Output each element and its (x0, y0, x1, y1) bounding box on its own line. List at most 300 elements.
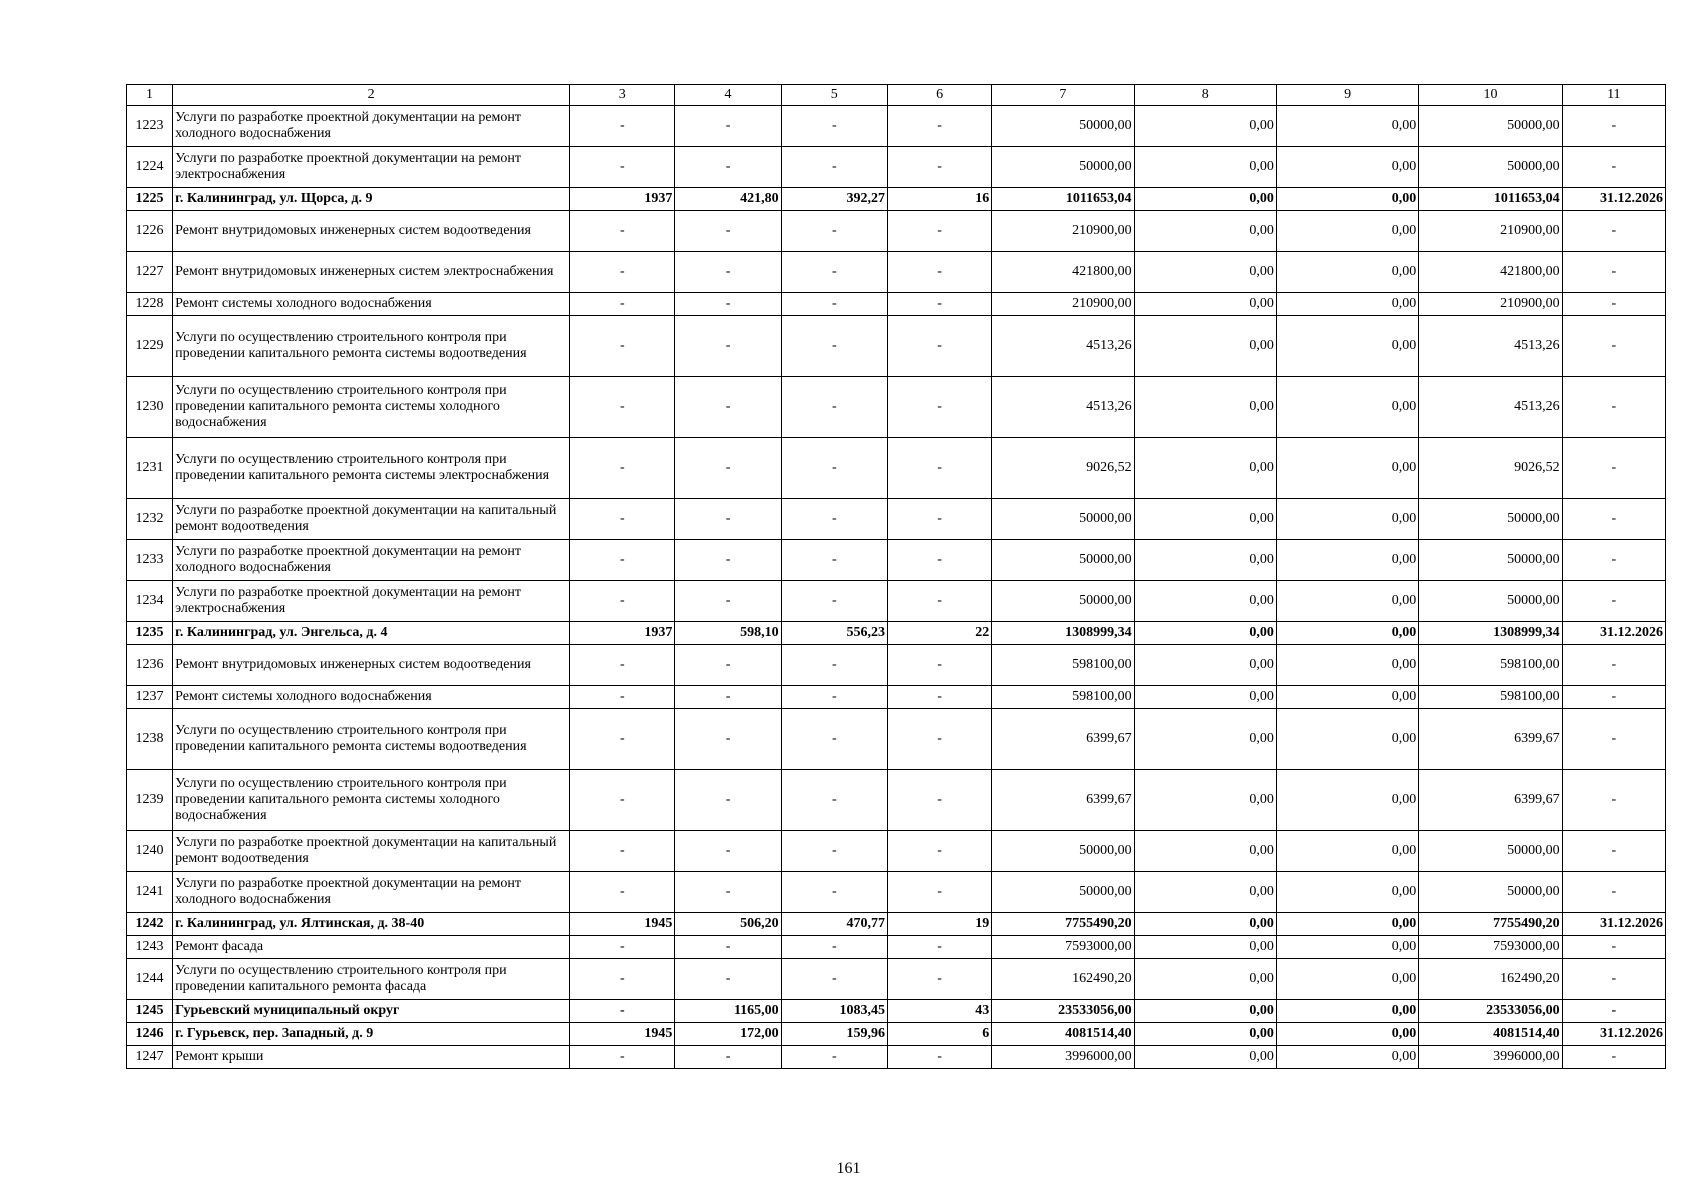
col8-cell: 0,00 (1134, 188, 1276, 211)
col8-cell: 0,00 (1134, 581, 1276, 622)
row-number-cell: 1226 (127, 211, 173, 252)
col7-cell: 210900,00 (992, 211, 1134, 252)
col8-cell: 0,00 (1134, 622, 1276, 645)
col10-cell: 23533056,00 (1419, 1000, 1562, 1023)
col6-cell: - (887, 959, 991, 1000)
col4-cell: - (675, 770, 781, 831)
col5-cell: 392,27 (781, 188, 887, 211)
col6-cell: - (887, 147, 991, 188)
col3-cell: - (570, 540, 675, 581)
col9-cell: 0,00 (1276, 581, 1418, 622)
col3-cell: - (570, 252, 675, 293)
row-number-cell: 1229 (127, 316, 173, 377)
column-header: 5 (781, 85, 887, 106)
col3-cell: - (570, 770, 675, 831)
col8-cell: 0,00 (1134, 1000, 1276, 1023)
col10-cell: 421800,00 (1419, 252, 1562, 293)
col4-cell: - (675, 645, 781, 686)
col4-cell: - (675, 316, 781, 377)
col3-cell: - (570, 1046, 675, 1069)
row-number-cell: 1239 (127, 770, 173, 831)
col9-cell: 0,00 (1276, 106, 1418, 147)
row-name-cell: Услуги по разработке проектной документации на ремонт холодного водоснабжения (173, 872, 570, 913)
col5-cell: - (781, 645, 887, 686)
col6-cell: - (887, 709, 991, 770)
row-name-cell: Ремонт внутридомовых инженерных систем водоотведения (173, 645, 570, 686)
col9-cell: 0,00 (1276, 211, 1418, 252)
col8-cell: 0,00 (1134, 316, 1276, 377)
col8-cell: 0,00 (1134, 252, 1276, 293)
col11-cell: 31.12.2026 (1562, 913, 1665, 936)
col10-cell: 50000,00 (1419, 581, 1562, 622)
col6-cell: - (887, 540, 991, 581)
col4-cell: - (675, 211, 781, 252)
data-table (126, 84, 1666, 1069)
col3-cell: - (570, 377, 675, 438)
col3-cell: - (570, 499, 675, 540)
col3-cell: - (570, 709, 675, 770)
col7-cell: 9026,52 (992, 438, 1134, 499)
col7-cell: 50000,00 (992, 540, 1134, 581)
col9-cell: 0,00 (1276, 293, 1418, 316)
col8-cell: 0,00 (1134, 540, 1276, 581)
col6-cell: - (887, 438, 991, 499)
table-row (127, 959, 1666, 1000)
col11-cell: - (1562, 959, 1665, 1000)
col5-cell: - (781, 211, 887, 252)
col6-cell: 19 (887, 913, 991, 936)
col5-cell: - (781, 377, 887, 438)
col3-cell: - (570, 936, 675, 959)
col5-cell: - (781, 959, 887, 1000)
column-header: 6 (887, 85, 991, 106)
table-row (127, 147, 1666, 188)
col9-cell: 0,00 (1276, 316, 1418, 377)
col6-cell: - (887, 377, 991, 438)
col5-cell: - (781, 147, 887, 188)
row-number-cell: 1227 (127, 252, 173, 293)
col10-cell: 1308999,34 (1419, 622, 1562, 645)
col4-cell: 506,20 (675, 913, 781, 936)
row-number-cell: 1246 (127, 1023, 173, 1046)
col11-cell: - (1562, 686, 1665, 709)
col9-cell: 0,00 (1276, 377, 1418, 438)
row-number-cell: 1241 (127, 872, 173, 913)
col8-cell: 0,00 (1134, 686, 1276, 709)
col11-cell: - (1562, 293, 1665, 316)
col3-cell: 1937 (570, 188, 675, 211)
col3-cell: 1945 (570, 913, 675, 936)
col5-cell: - (781, 540, 887, 581)
col6-cell: - (887, 293, 991, 316)
row-number-cell: 1224 (127, 147, 173, 188)
col4-cell: - (675, 540, 781, 581)
col5-cell: - (781, 686, 887, 709)
col11-cell: - (1562, 499, 1665, 540)
col5-cell: 159,96 (781, 1023, 887, 1046)
col10-cell: 4513,26 (1419, 377, 1562, 438)
col5-cell: - (781, 499, 887, 540)
column-header: 7 (992, 85, 1134, 106)
table-row (127, 936, 1666, 959)
col7-cell: 1011653,04 (992, 188, 1134, 211)
table-row (127, 106, 1666, 147)
col3-cell: - (570, 959, 675, 1000)
col10-cell: 6399,67 (1419, 770, 1562, 831)
col8-cell: 0,00 (1134, 770, 1276, 831)
col10-cell: 598100,00 (1419, 645, 1562, 686)
col5-cell: - (781, 438, 887, 499)
column-header: 9 (1276, 85, 1418, 106)
col4-cell: 598,10 (675, 622, 781, 645)
col4-cell: - (675, 252, 781, 293)
col11-cell: - (1562, 872, 1665, 913)
col11-cell: - (1562, 1000, 1665, 1023)
col8-cell: 0,00 (1134, 913, 1276, 936)
col5-cell: - (781, 316, 887, 377)
row-number-cell: 1243 (127, 936, 173, 959)
col4-cell: - (675, 686, 781, 709)
row-number-cell: 1230 (127, 377, 173, 438)
col9-cell: 0,00 (1276, 438, 1418, 499)
table-row (127, 831, 1666, 872)
col10-cell: 3996000,00 (1419, 1046, 1562, 1069)
col4-cell: - (675, 377, 781, 438)
table-row (127, 872, 1666, 913)
col6-cell: - (887, 252, 991, 293)
col6-cell: - (887, 581, 991, 622)
table-row (127, 252, 1666, 293)
row-number-cell: 1233 (127, 540, 173, 581)
col11-cell: - (1562, 581, 1665, 622)
col6-cell: 16 (887, 188, 991, 211)
col7-cell: 50000,00 (992, 499, 1134, 540)
col6-cell: - (887, 316, 991, 377)
col10-cell: 210900,00 (1419, 293, 1562, 316)
table-row (127, 377, 1666, 438)
col5-cell: - (781, 770, 887, 831)
column-header: 2 (173, 85, 570, 106)
row-name-cell: г. Калининград, ул. Энгельса, д. 4 (173, 622, 570, 645)
col8-cell: 0,00 (1134, 1023, 1276, 1046)
col3-cell: - (570, 581, 675, 622)
col7-cell: 7593000,00 (992, 936, 1134, 959)
table-row (127, 709, 1666, 770)
row-number-cell: 1245 (127, 1000, 173, 1023)
col7-cell: 50000,00 (992, 872, 1134, 913)
col5-cell: - (781, 581, 887, 622)
col8-cell: 0,00 (1134, 959, 1276, 1000)
row-name-cell: Гурьевский муниципальный округ (173, 1000, 570, 1023)
col4-cell: - (675, 709, 781, 770)
col10-cell: 4081514,40 (1419, 1023, 1562, 1046)
col4-cell: 172,00 (675, 1023, 781, 1046)
col10-cell: 7755490,20 (1419, 913, 1562, 936)
col4-cell: - (675, 293, 781, 316)
col9-cell: 0,00 (1276, 709, 1418, 770)
col3-cell: - (570, 211, 675, 252)
table-row (127, 293, 1666, 316)
row-number-cell: 1247 (127, 1046, 173, 1069)
col10-cell: 210900,00 (1419, 211, 1562, 252)
row-number-cell: 1244 (127, 959, 173, 1000)
col7-cell: 23533056,00 (992, 1000, 1134, 1023)
row-name-cell: Ремонт крыши (173, 1046, 570, 1069)
table-row (127, 622, 1666, 645)
col10-cell: 7593000,00 (1419, 936, 1562, 959)
table-row (127, 1046, 1666, 1069)
row-name-cell: Ремонт системы холодного водоснабжения (173, 293, 570, 316)
row-number-cell: 1238 (127, 709, 173, 770)
col3-cell: - (570, 316, 675, 377)
col11-cell: - (1562, 438, 1665, 499)
column-header: 1 (127, 85, 173, 106)
col8-cell: 0,00 (1134, 831, 1276, 872)
col3-cell: 1937 (570, 622, 675, 645)
row-name-cell: Ремонт внутридомовых инженерных систем водоотведения (173, 211, 570, 252)
col5-cell: - (781, 252, 887, 293)
col3-cell: - (570, 686, 675, 709)
col5-cell: - (781, 831, 887, 872)
row-number-cell: 1234 (127, 581, 173, 622)
col7-cell: 50000,00 (992, 831, 1134, 872)
col9-cell: 0,00 (1276, 645, 1418, 686)
col5-cell: 1083,45 (781, 1000, 887, 1023)
col4-cell: - (675, 1046, 781, 1069)
column-header: 10 (1419, 85, 1562, 106)
row-name-cell: Услуги по разработке проектной документации на ремонт электроснабжения (173, 581, 570, 622)
col8-cell: 0,00 (1134, 438, 1276, 499)
table-row (127, 188, 1666, 211)
col8-cell: 0,00 (1134, 499, 1276, 540)
col8-cell: 0,00 (1134, 936, 1276, 959)
col4-cell: - (675, 936, 781, 959)
col5-cell: 556,23 (781, 622, 887, 645)
table-row (127, 438, 1666, 499)
col8-cell: 0,00 (1134, 1046, 1276, 1069)
col5-cell: - (781, 1046, 887, 1069)
row-number-cell: 1232 (127, 499, 173, 540)
page-number: 161 (836, 1160, 861, 1177)
table-body (127, 106, 1666, 1069)
col11-cell: - (1562, 709, 1665, 770)
col8-cell: 0,00 (1134, 106, 1276, 147)
col8-cell: 0,00 (1134, 293, 1276, 316)
col3-cell: - (570, 106, 675, 147)
col3-cell: 1945 (570, 1023, 675, 1046)
col7-cell: 421800,00 (992, 252, 1134, 293)
col11-cell: - (1562, 936, 1665, 959)
col10-cell: 50000,00 (1419, 147, 1562, 188)
col9-cell: 0,00 (1276, 1046, 1418, 1069)
col5-cell: - (781, 936, 887, 959)
col7-cell: 598100,00 (992, 645, 1134, 686)
col9-cell: 0,00 (1276, 686, 1418, 709)
col7-cell: 4513,26 (992, 377, 1134, 438)
table-row (127, 1023, 1666, 1046)
row-name-cell: Услуги по осуществлению строительного контроля при проведении капитального ремонта системы холодного водоснабжения (173, 377, 570, 438)
table-row (127, 316, 1666, 377)
col5-cell: 470,77 (781, 913, 887, 936)
col7-cell: 7755490,20 (992, 913, 1134, 936)
col3-cell: - (570, 1000, 675, 1023)
col9-cell: 0,00 (1276, 959, 1418, 1000)
row-name-cell: Услуги по осуществлению строительного контроля при проведении капитального ремонта системы холодного водоснабжения (173, 770, 570, 831)
col4-cell: - (675, 106, 781, 147)
col7-cell: 3996000,00 (992, 1046, 1134, 1069)
header-row (127, 85, 1666, 106)
col6-cell: - (887, 106, 991, 147)
col11-cell: - (1562, 106, 1665, 147)
col6-cell: - (887, 645, 991, 686)
col4-cell: 1165,00 (675, 1000, 781, 1023)
col7-cell: 6399,67 (992, 770, 1134, 831)
col10-cell: 50000,00 (1419, 106, 1562, 147)
col11-cell: - (1562, 831, 1665, 872)
row-number-cell: 1237 (127, 686, 173, 709)
col10-cell: 162490,20 (1419, 959, 1562, 1000)
col7-cell: 1308999,34 (992, 622, 1134, 645)
row-name-cell: Услуги по разработке проектной документации на ремонт электроснабжения (173, 147, 570, 188)
col7-cell: 4081514,40 (992, 1023, 1134, 1046)
col11-cell: - (1562, 1046, 1665, 1069)
col11-cell: - (1562, 770, 1665, 831)
col3-cell: - (570, 147, 675, 188)
col11-cell: - (1562, 645, 1665, 686)
col5-cell: - (781, 293, 887, 316)
col6-cell: 43 (887, 1000, 991, 1023)
col9-cell: 0,00 (1276, 872, 1418, 913)
col4-cell: 421,80 (675, 188, 781, 211)
col11-cell: - (1562, 540, 1665, 581)
col6-cell: - (887, 1046, 991, 1069)
row-name-cell: Ремонт внутридомовых инженерных систем электроснабжения (173, 252, 570, 293)
col3-cell: - (570, 872, 675, 913)
col7-cell: 6399,67 (992, 709, 1134, 770)
col11-cell: - (1562, 252, 1665, 293)
col9-cell: 0,00 (1276, 936, 1418, 959)
col9-cell: 0,00 (1276, 252, 1418, 293)
table-row (127, 686, 1666, 709)
row-name-cell: Услуги по осуществлению строительного контроля при проведении капитального ремонта фасада (173, 959, 570, 1000)
col8-cell: 0,00 (1134, 645, 1276, 686)
col11-cell: - (1562, 377, 1665, 438)
col3-cell: - (570, 831, 675, 872)
col9-cell: 0,00 (1276, 1023, 1418, 1046)
row-name-cell: Услуги по разработке проектной документации на ремонт холодного водоснабжения (173, 540, 570, 581)
table-row (127, 645, 1666, 686)
col9-cell: 0,00 (1276, 499, 1418, 540)
col11-cell: 31.12.2026 (1562, 622, 1665, 645)
table-row (127, 581, 1666, 622)
col6-cell: 6 (887, 1023, 991, 1046)
row-name-cell: Услуги по разработке проектной документации на капитальный ремонт водоотведения (173, 499, 570, 540)
col6-cell: - (887, 831, 991, 872)
table-row (127, 1000, 1666, 1023)
row-name-cell: Ремонт системы холодного водоснабжения (173, 686, 570, 709)
col4-cell: - (675, 831, 781, 872)
table-row (127, 499, 1666, 540)
table-row (127, 211, 1666, 252)
col6-cell: 22 (887, 622, 991, 645)
col6-cell: - (887, 936, 991, 959)
row-number-cell: 1235 (127, 622, 173, 645)
column-header: 8 (1134, 85, 1276, 106)
column-header: 11 (1562, 85, 1665, 106)
col4-cell: - (675, 438, 781, 499)
row-name-cell: г. Калининград, ул. Щорса, д. 9 (173, 188, 570, 211)
row-name-cell: Услуги по разработке проектной документации на ремонт холодного водоснабжения (173, 106, 570, 147)
col9-cell: 0,00 (1276, 1000, 1418, 1023)
col9-cell: 0,00 (1276, 147, 1418, 188)
row-name-cell: Услуги по осуществлению строительного контроля при проведении капитального ремонта системы водоотведения (173, 316, 570, 377)
col6-cell: - (887, 872, 991, 913)
row-name-cell: г. Калининград, ул. Ялтинская, д. 38-40 (173, 913, 570, 936)
col10-cell: 598100,00 (1419, 686, 1562, 709)
col11-cell: - (1562, 316, 1665, 377)
col5-cell: - (781, 872, 887, 913)
col10-cell: 50000,00 (1419, 872, 1562, 913)
col9-cell: 0,00 (1276, 622, 1418, 645)
col4-cell: - (675, 959, 781, 1000)
col7-cell: 598100,00 (992, 686, 1134, 709)
table-row (127, 540, 1666, 581)
col7-cell: 50000,00 (992, 147, 1134, 188)
col7-cell: 4513,26 (992, 316, 1134, 377)
table-row (127, 770, 1666, 831)
col9-cell: 0,00 (1276, 770, 1418, 831)
column-header: 3 (570, 85, 675, 106)
col3-cell: - (570, 645, 675, 686)
row-name-cell: г. Гурьевск, пер. Западный, д. 9 (173, 1023, 570, 1046)
row-number-cell: 1228 (127, 293, 173, 316)
col9-cell: 0,00 (1276, 540, 1418, 581)
col10-cell: 9026,52 (1419, 438, 1562, 499)
col11-cell: - (1562, 211, 1665, 252)
col6-cell: - (887, 499, 991, 540)
col9-cell: 0,00 (1276, 831, 1418, 872)
col10-cell: 6399,67 (1419, 709, 1562, 770)
col8-cell: 0,00 (1134, 147, 1276, 188)
col11-cell: - (1562, 147, 1665, 188)
column-header: 4 (675, 85, 781, 106)
col9-cell: 0,00 (1276, 188, 1418, 211)
col10-cell: 50000,00 (1419, 540, 1562, 581)
col4-cell: - (675, 581, 781, 622)
row-name-cell: Услуги по осуществлению строительного контроля при проведении капитального ремонта системы электроснабжения (173, 438, 570, 499)
col7-cell: 50000,00 (992, 106, 1134, 147)
row-name-cell: Услуги по разработке проектной документации на капитальный ремонт водоотведения (173, 831, 570, 872)
col10-cell: 50000,00 (1419, 831, 1562, 872)
col4-cell: - (675, 499, 781, 540)
col4-cell: - (675, 872, 781, 913)
col6-cell: - (887, 686, 991, 709)
col8-cell: 0,00 (1134, 377, 1276, 438)
col8-cell: 0,00 (1134, 872, 1276, 913)
col5-cell: - (781, 709, 887, 770)
col9-cell: 0,00 (1276, 913, 1418, 936)
col7-cell: 162490,20 (992, 959, 1134, 1000)
col4-cell: - (675, 147, 781, 188)
col7-cell: 210900,00 (992, 293, 1134, 316)
row-number-cell: 1242 (127, 913, 173, 936)
col8-cell: 0,00 (1134, 211, 1276, 252)
col11-cell: 31.12.2026 (1562, 1023, 1665, 1046)
col7-cell: 50000,00 (992, 581, 1134, 622)
row-number-cell: 1225 (127, 188, 173, 211)
col10-cell: 4513,26 (1419, 316, 1562, 377)
row-name-cell: Ремонт фасада (173, 936, 570, 959)
